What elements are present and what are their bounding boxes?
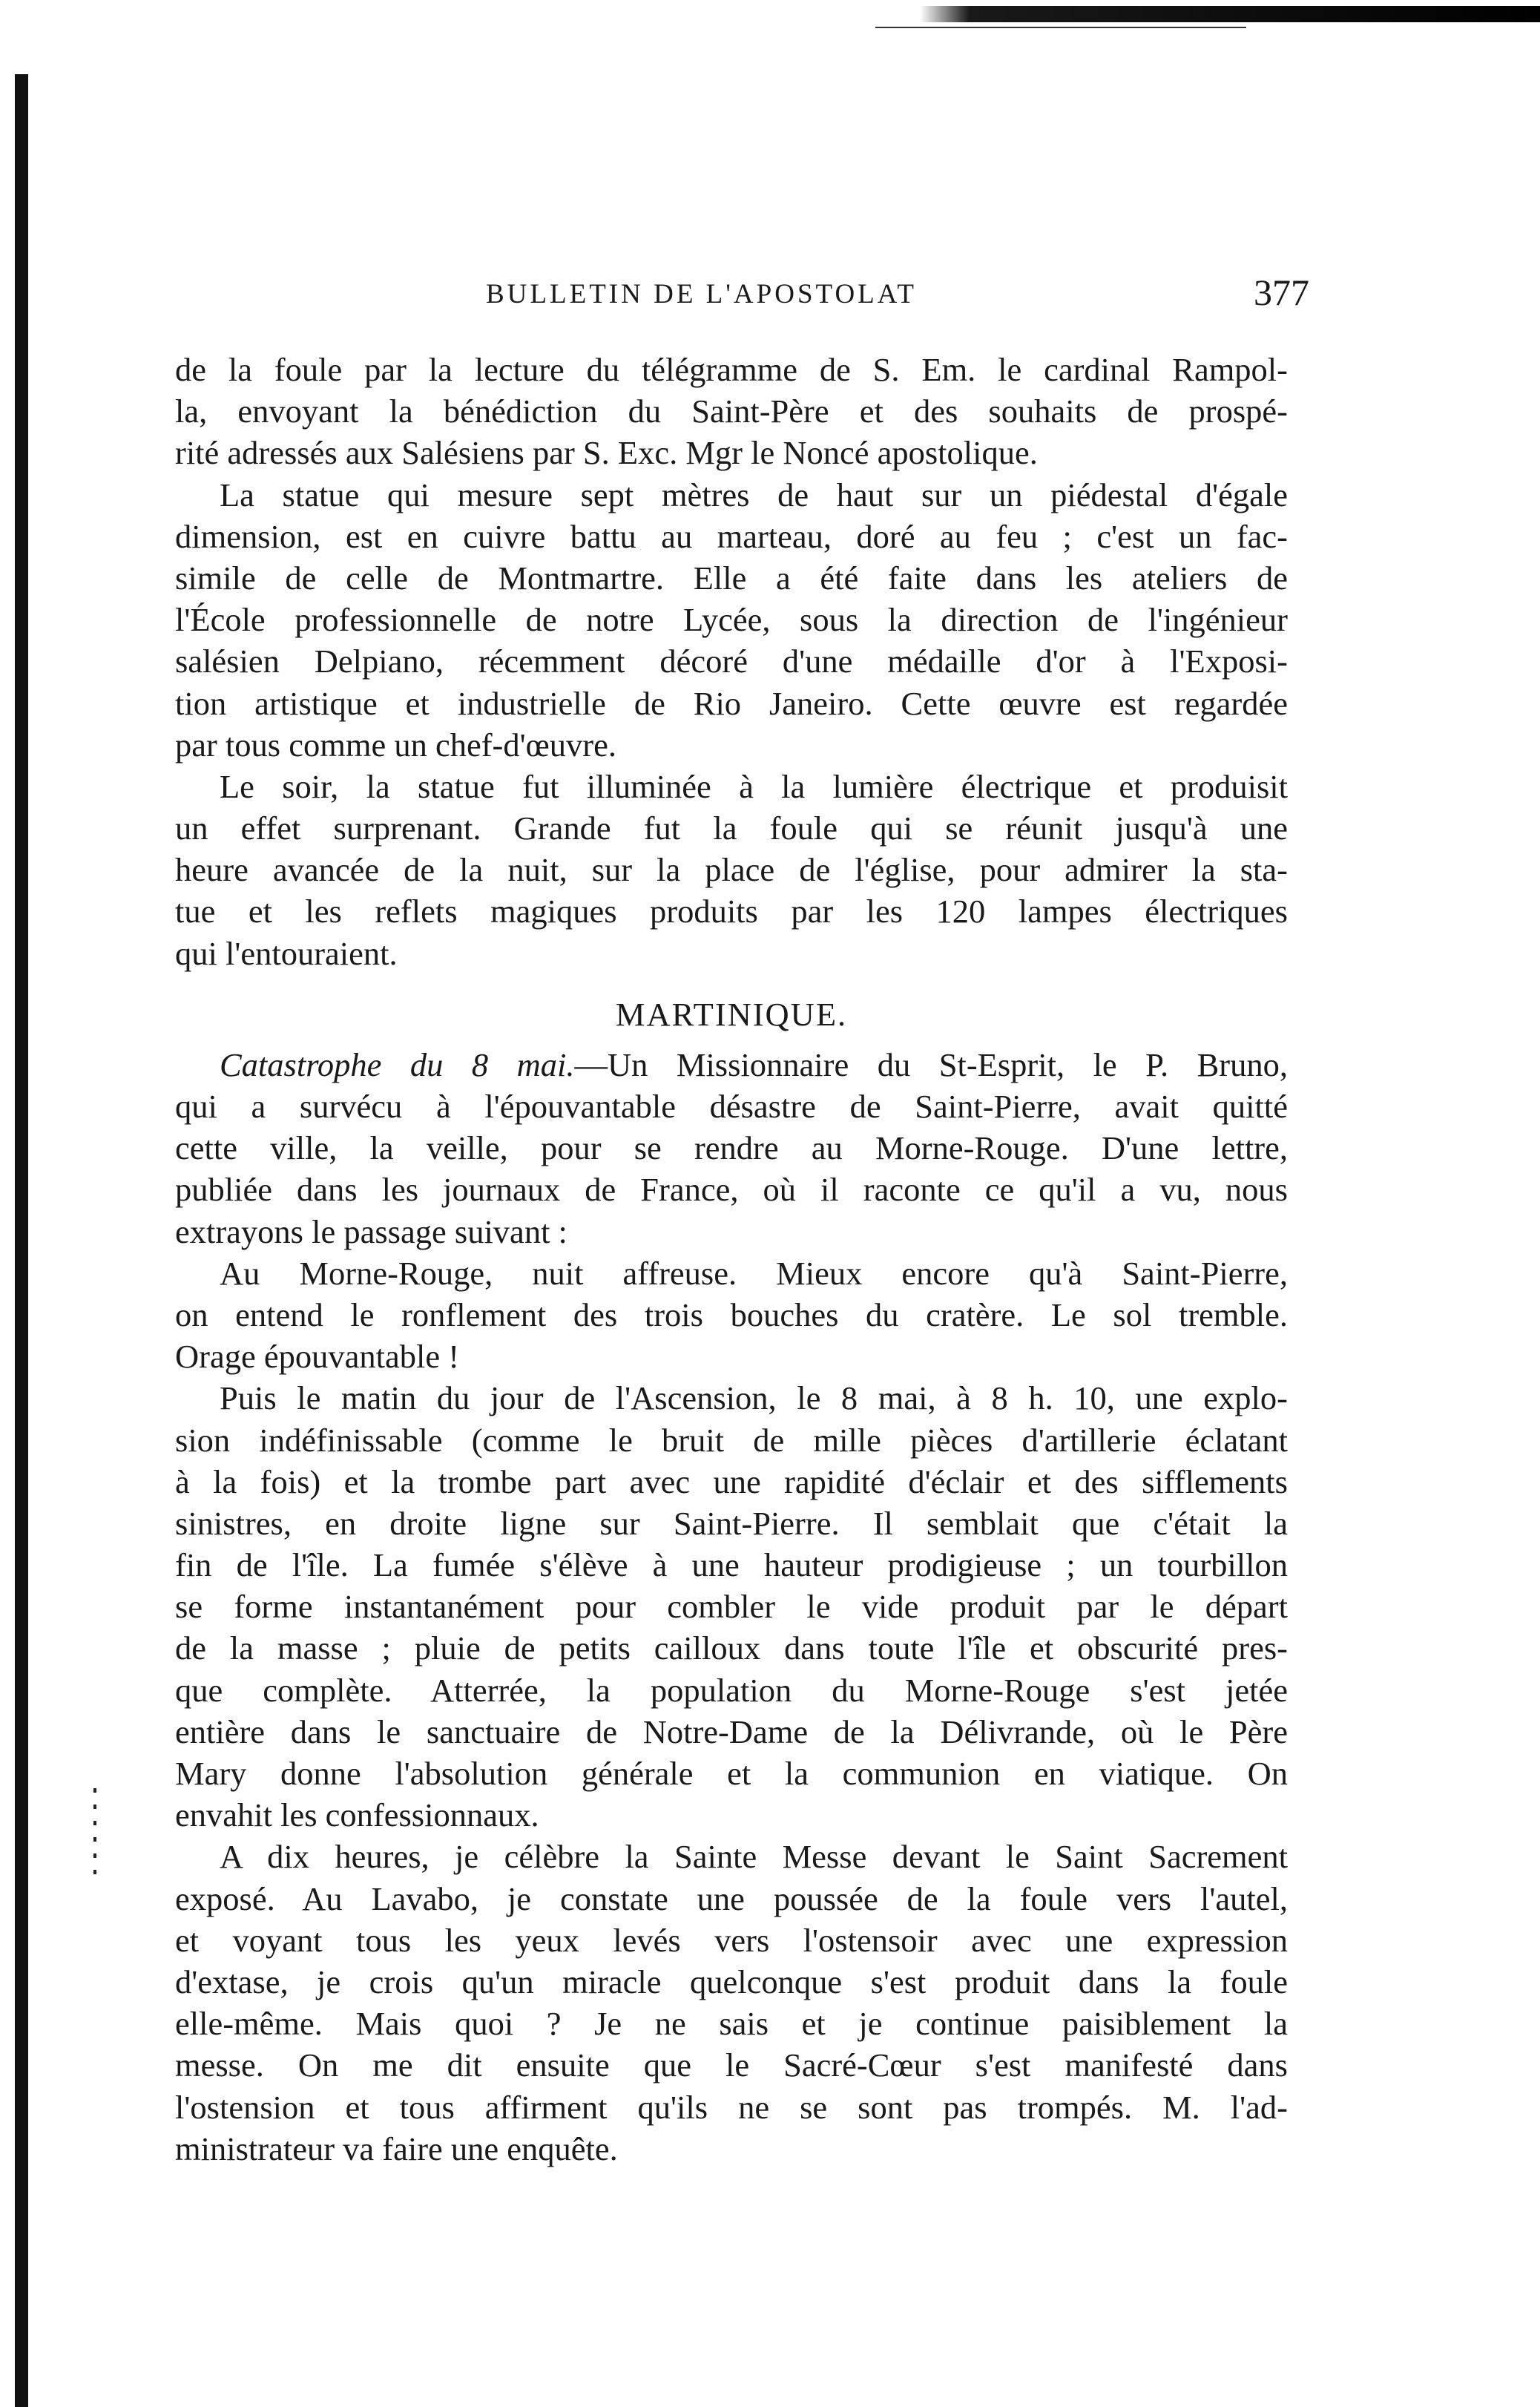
text-line: envahit les confessionnaux. xyxy=(175,1796,539,1834)
text-line: tion artistique et industrielle de Rio Janeiro. Cette œuvre est regardée xyxy=(175,684,1288,722)
text-line: sion indéfinissable (comme le bruit de mille pièces d'artillerie éclatant xyxy=(175,1421,1288,1459)
text-line: Au Morne-Rouge, nuit affreuse. Mieux encore qu'à Saint-Pierre, xyxy=(220,1254,1288,1292)
text-line: l'ostension et tous affirment qu'ils ne se sont pas trompés. M. l'ad- xyxy=(175,2088,1288,2126)
text-line: rité adressés aux Salésiens par S. Exc. Mgr le Noncé apostolique. xyxy=(175,434,1038,472)
text-line: fin de l'île. La fumée s'élève à une hauteur prodigieuse ; un tourbillon xyxy=(175,1546,1288,1584)
text-line: l'École professionnelle de notre Lycée, sous la direction de l'ingénieur xyxy=(175,601,1288,639)
text-line: La statue qui mesure sept mètres de haut sur un piédestal d'égale xyxy=(220,476,1288,513)
text-line: dimension, est en cuivre battu au marteau, doré au feu ; c'est un fac- xyxy=(175,517,1288,555)
text-line: salésien Delpiano, récemment décoré d'une médaille d'or à l'Exposi- xyxy=(175,643,1288,680)
paragraph xyxy=(175,1086,1288,1252)
scan-margin-dots xyxy=(93,1788,96,1877)
text-line: par tous comme un chef-d'œuvre. xyxy=(175,726,616,764)
running-title: BULLETIN DE L'APOSTOLAT xyxy=(486,279,918,309)
page-number: 377 xyxy=(1254,272,1309,313)
text-line: Mary donne l'absolution générale et la communion en viatique. On xyxy=(175,1755,1288,1792)
text-line: et voyant tous les yeux levés vers l'ostensoir avec une expression xyxy=(175,1921,1288,1959)
text-line: Le soir, la statue fut illuminée à la lumière électrique et produisit xyxy=(220,767,1288,805)
text-line: simile de celle de Montmartre. Elle a été faite dans les ateliers de xyxy=(175,559,1288,597)
scan-margin-edge xyxy=(15,74,28,2407)
paragraph xyxy=(175,474,1288,766)
text-line: cette ville, la veille, pour se rendre au Morne-Rouge. D'une lettre, xyxy=(175,1129,1288,1167)
scan-top-thin-rule xyxy=(875,27,1246,28)
section-heading: MARTINIQUE. xyxy=(615,995,848,1033)
text-line: sinistres, en droite ligne sur Saint-Pierre. Il semblait que c'était la xyxy=(175,1504,1288,1542)
text-line: Puis le matin du jour de l'Ascension, le 8 mai, à 8 h. 10, une explo- xyxy=(220,1379,1288,1417)
text-line: se forme instantanément pour combler le vide produit par le départ xyxy=(175,1588,1288,1626)
paragraph xyxy=(175,1836,1288,2170)
text-line: qui a survécu à l'épouvantable désastre de Saint-Pierre, avait quitté xyxy=(175,1088,1288,1125)
paragraph xyxy=(175,349,1288,474)
text-line: on entend le ronflement des trois bouches du cratère. Le sol tremble. xyxy=(175,1296,1288,1333)
scan-top-rule xyxy=(920,6,1540,22)
text-line: de la masse ; pluie de petits cailloux dans toute l'île et obscurité pres- xyxy=(175,1629,1288,1667)
text-line: qui l'entouraient. xyxy=(175,934,398,972)
lead-italic: Catastrophe du 8 mai. xyxy=(220,1045,575,1083)
section-lead-line xyxy=(175,1044,1288,1086)
paragraph xyxy=(175,766,1288,974)
text-line: exposé. Au Lavabo, je constate une poussée de la foule vers l'autel, xyxy=(175,1879,1288,1917)
text-line: heure avancée de la nuit, sur la place de l'église, pour admirer la sta- xyxy=(175,851,1288,889)
text-line: de la foule par la lecture du télégramme de S. Em. le cardinal Rampol- xyxy=(175,351,1288,388)
text-line: A dix heures, je célèbre la Sainte Messe devant le Saint Sacrement xyxy=(220,1838,1288,1876)
text-line: Orage épouvantable ! xyxy=(175,1338,460,1376)
text-line: elle-même. Mais quoi ? Je ne sais et je continue paisiblement la xyxy=(175,2005,1288,2043)
lead-rest: —Un Missionnaire du St-Esprit, le P. Bruno, xyxy=(574,1045,1288,1083)
text-line: un effet surprenant. Grande fut la foule qui se réunit jusqu'à une xyxy=(175,810,1288,847)
text-line: entière dans le sanctuaire de Notre-Dame de la Délivrande, où le Père xyxy=(175,1713,1288,1750)
text-line: que complète. Atterrée, la population du Morne-Rouge s'est jetée xyxy=(175,1671,1288,1709)
text-line: ministrateur va faire une enquête. xyxy=(175,2129,618,2167)
text-line: extrayons le passage suivant : xyxy=(175,1212,567,1250)
text-line: publiée dans les journaux de France, où il raconte ce qu'il a vu, nous xyxy=(175,1171,1288,1209)
page-body xyxy=(175,349,1288,2170)
text-line: d'extase, je crois qu'un miracle quelconque s'est produit dans la foule xyxy=(175,1963,1288,2000)
text-line: tue et les reflets magiques produits par les 120 lampes électriques xyxy=(175,893,1288,930)
text-line: messe. On me dit ensuite que le Sacré-Cœur s'est manifesté dans xyxy=(175,2046,1288,2084)
text-line: à la fois) et la trombe part avec une rapidité d'éclair et des sifflements xyxy=(175,1462,1288,1500)
paragraph xyxy=(175,1252,1288,1378)
text-line: la, envoyant la bénédiction du Saint-Père et des souhaits de prospé- xyxy=(175,393,1288,430)
paragraph xyxy=(175,1377,1288,1836)
